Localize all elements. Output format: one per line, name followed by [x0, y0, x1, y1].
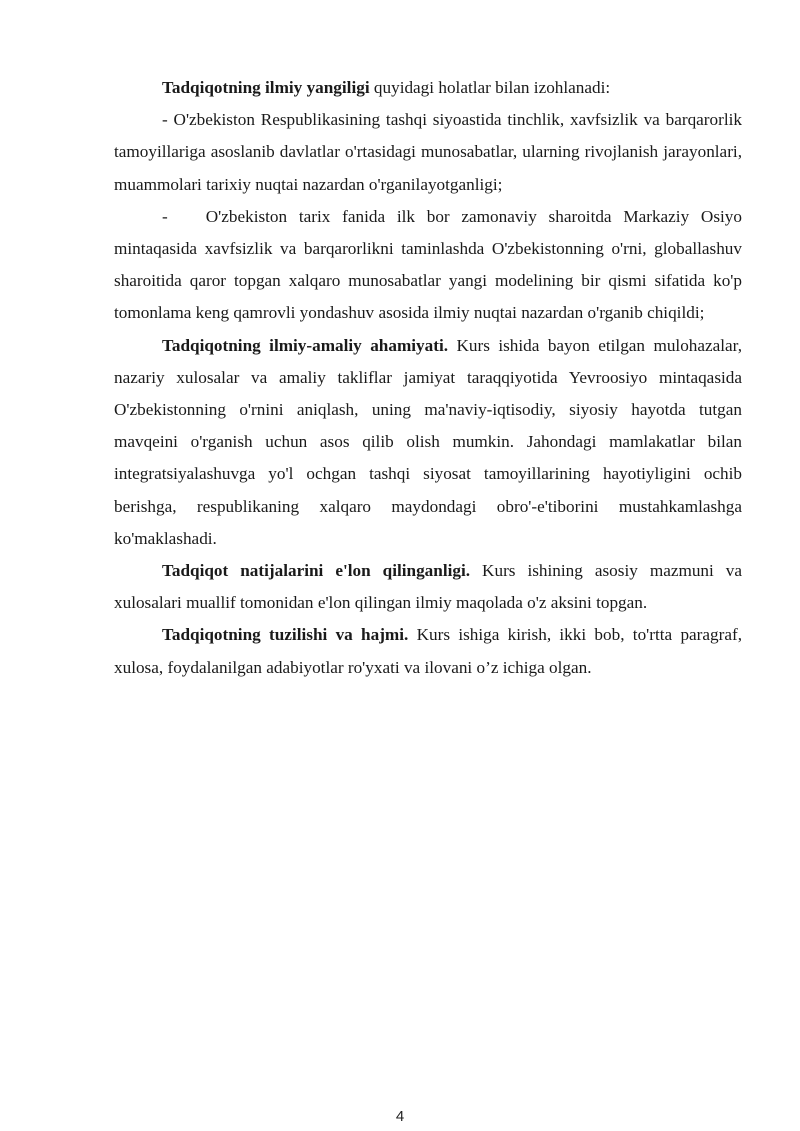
paragraph-structure — [114, 619, 742, 683]
list-item-foreign-policy — [114, 104, 742, 201]
list-item-text: O'zbekiston tarix fanida ilk bor zamonaviy sharoitda Markaziy Osiyo mintaqasida xavfsizlik va barqarorlikni taminlashda O'zbekistonning o'rni, globallashuv sharoitida qaror topgan xalqaro munosabatlar yangi modelining bir qismi sifatida ko'p tomonlama keng qamrovli yondashuv asosida ilmiy nuqtai nazardan o'rganib chiqildi; — [114, 206, 742, 323]
heading-structure: Tadqiqotning tuzilishi va hajmi. — [162, 625, 409, 645]
paragraph-text: Kurs ishining asosiy mazmuni va xulosalari muallif tomonidan e'lon qilingan ilmiy maqolada o'z aksini topgan. — [114, 561, 742, 613]
heading-scientific-novelty: Tadqiqotning ilmiy yangiligi — [162, 78, 370, 97]
paragraph-scientific-novelty — [114, 72, 742, 104]
heading-practical-significance: Tadqiqotning ilmiy-amaliy ahamiyati. — [162, 335, 449, 355]
list-dash: - — [162, 110, 174, 130]
paragraph-text: quyidagi holatlar bilan izohlanadi: — [369, 78, 611, 97]
heading-publication: Tadqiqot natijalarini e'lon qilinganligi. — [162, 561, 471, 581]
list-item-text: O'zbekiston Respublikasining tashqi siyoastida tinchlik, xavfsizlik va barqarorlik tamoyillariga asoslanib davlatlar o'rtasidagi munosabatlar, ularning rivojlanish jarayonlari, muammolari tarixiy nuqtai nazardan o'rganilayotganligi; — [114, 110, 742, 194]
document-body — [114, 72, 742, 684]
paragraph-text: Kurs ishida bayon etilgan mulohazalar, nazariy xulosalar va amaliy takliflar jamiyat taraqqiyotida Yevroosiyo mintaqasida O'zbekistonning o'rnini aniqlash, uning ma'naviy-iqtisodiy, siyosiy hayotda tutgan mavqeini o'rganish uchun asos qilib olish mumkin. Jahondagi mamlakatlar bilan integratsiyalashuvga yo'l ochgan tashqi siyosat tamoyillarining hayotiyligini ochib berishga, respublikaning xalqaro maydondagi obro'-e'tiborini mustahkamlashga ko'maklashadi. — [114, 335, 743, 548]
paragraph-publication — [114, 555, 742, 619]
list-dash: - — [162, 206, 168, 226]
paragraph-practical-significance — [114, 330, 742, 555]
page-number: 4 — [395, 1108, 405, 1125]
list-item-central-asia — [114, 201, 742, 330]
paragraph-text: Kurs ishiga kirish, ikki bob, to'rtta paragraf, xulosa, foydalanilgan adabiyotlar ro'yxati va ilovani o’z ichiga olgan. — [114, 625, 742, 677]
